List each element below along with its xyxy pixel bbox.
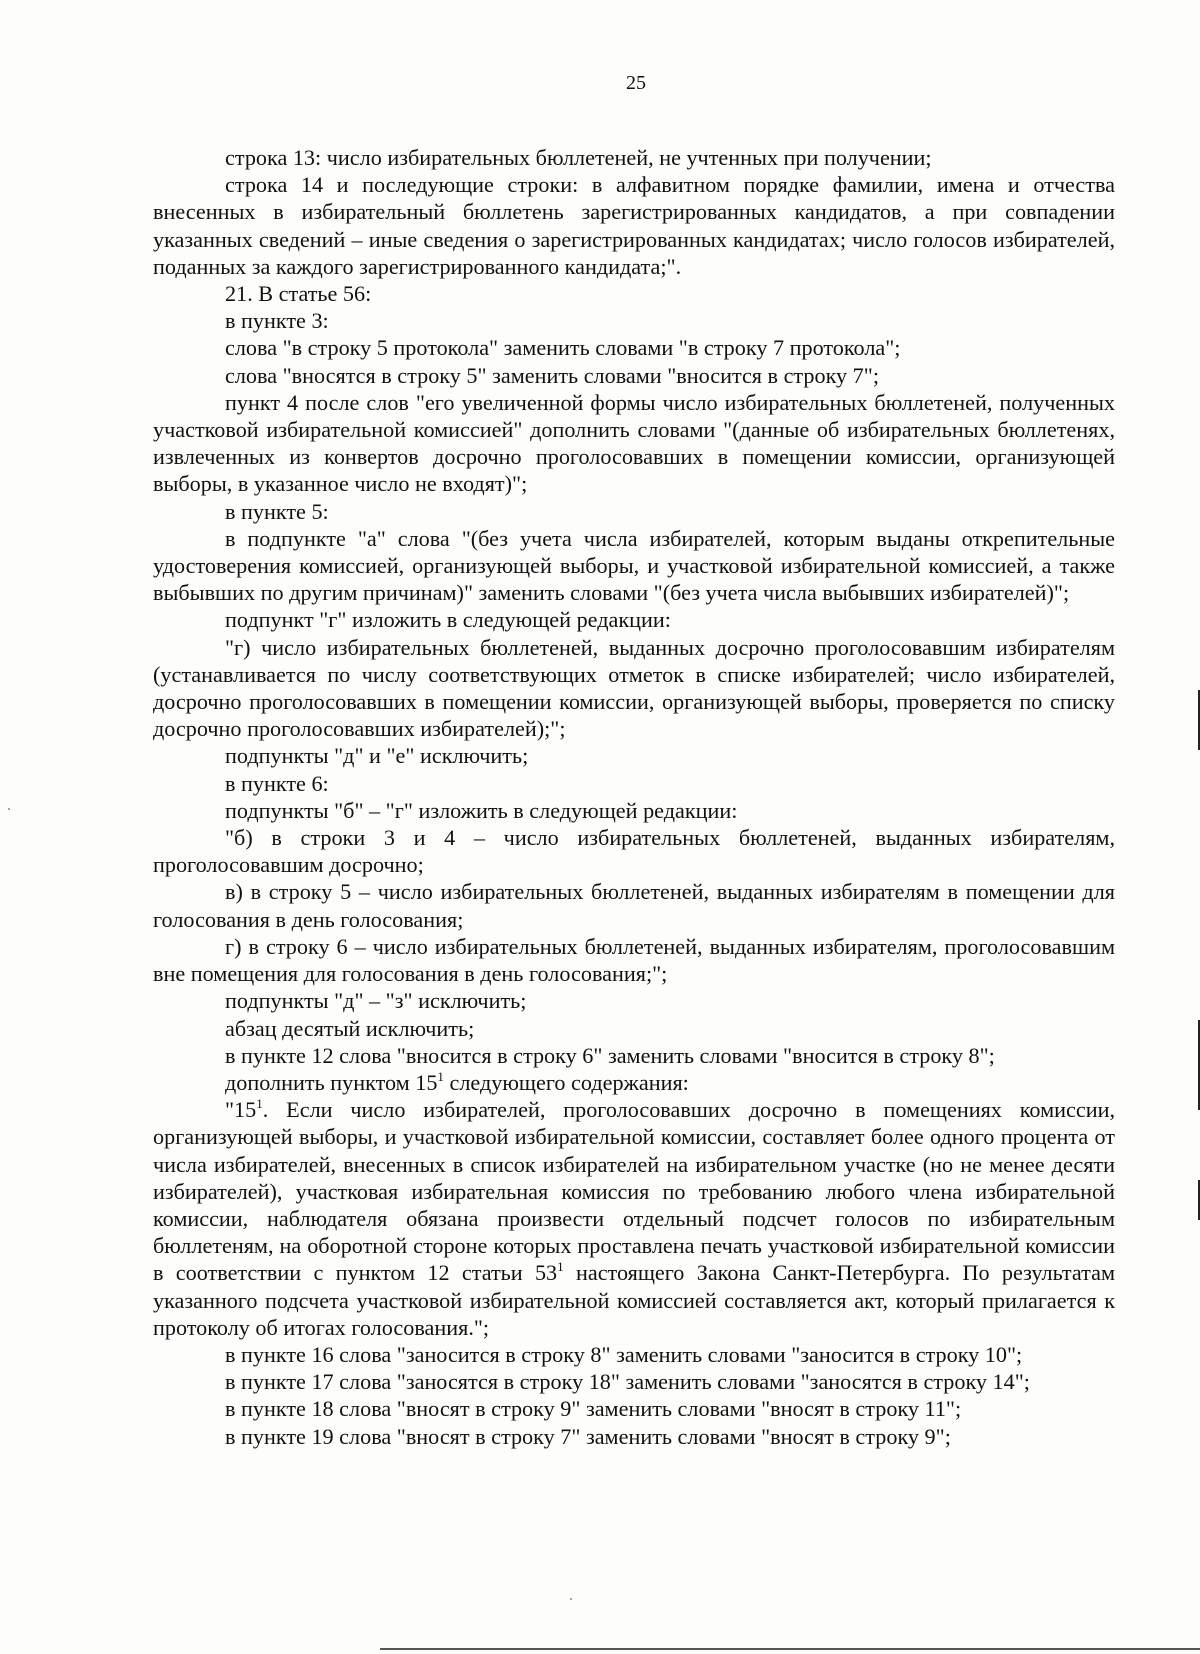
paragraph: абзац десятый исключить; <box>225 1015 475 1041</box>
paragraph-text: настоящего Закона Санкт-Петербурга. По результатам указанного подсчета участковой избирательной комиссией составляется акт, который прилагается к протоколу об итогах голосования."; <box>153 1260 1115 1340</box>
paragraph: "г) число избирательных бюллетеней, выданных досрочно проголосовавшим избирателям (устанавливается по числу соответствующих отметок в списке избирателей; число избирателей, досрочно проголосовавших в помещении комиссии, организующей выборы, проверяется по списку досрочно проголосовавших избирателей);"; <box>153 634 1115 742</box>
paragraph-text: . Если число избирателей, проголосовавших досрочно в помещениях комиссии, организующей выборы, и участковой избирательной комиссии, составляет более одного процента от числа избирателей, внесенных в список избирателей на избирательном участке (но не менее десяти избирателей), участковая избирательная комиссия по требованию любого члена избирательной комиссии, наблюдателя обязана произвести отдельный подсчет голосов по избирательным бюллетеням, на оборотной стороне которых проставлена печать участковой избирательной комиссии в соответствии с пунктом 12 статьи 53 <box>153 1097 1115 1286</box>
paragraph <box>153 1096 1115 1341</box>
paragraph: 21. В статье 56: <box>225 281 372 307</box>
paragraph: подпункт "г" изложить в следующей редакции: <box>225 607 671 633</box>
paragraph: слова "вносятся в строку 5" заменить словами "вносится в строку 7"; <box>225 362 880 388</box>
paragraph: в пункте 3: <box>225 308 329 334</box>
scan-speck <box>8 808 10 810</box>
paragraph-text: "15 <box>225 1097 257 1123</box>
paragraph: подпункты "д" и "е" исключить; <box>225 743 529 769</box>
paragraph: в пункте 17 слова "заносятся в строку 18" заменить словами "заносятся в строку 14"; <box>225 1369 1030 1395</box>
paragraph: г) в строку 6 – число избирательных бюллетеней, выданных избирателям, проголосовавшим вне помещения для голосования в день голосования;"; <box>153 933 1115 987</box>
superscript: 1 <box>437 1068 444 1084</box>
paragraph-text: дополнить пунктом 15 <box>225 1069 438 1095</box>
paragraph: в) в строку 5 – число избирательных бюллетеней, выданных избирателям в помещении для голосования в день голосования; <box>153 879 1115 932</box>
paragraph: подпункты "д" – "з" исключить; <box>225 988 527 1014</box>
paragraph: строка 14 и последующие строки: в алфавитном порядке фамилии, имена и отчества внесенных в избирательный бюллетень зарегистрированных кандидатов, а при совпадении указанных сведений – иные сведения о зарегистрированных кандидатах; число голосов избирателей, поданных за каждого зарегистрированного кандидата;". <box>153 172 1115 279</box>
paragraph: "б) в строки 3 и 4 – число избирательных бюллетеней, выданных избирателям, проголосовавшим досрочно; <box>153 825 1115 878</box>
paragraph-text: следующего содержания: <box>443 1069 689 1095</box>
paragraph: подпункты "б" – "г" изложить в следующей редакции: <box>225 797 738 823</box>
page-number: 25 <box>626 72 646 94</box>
document-body <box>153 144 1115 1450</box>
paragraph: слова "в строку 5 протокола" заменить словами "в строку 7 протокола"; <box>225 335 901 361</box>
superscript: 1 <box>256 1096 263 1112</box>
paragraph <box>153 1069 1115 1096</box>
paragraph: в подпункте "а" слова "(без учета числа избирателей, которым выданы открепительные удостоверения комиссией, организующей выборы, и участковой избирательной комиссией, а также выбывших по другим причинам)" заменить словами "(без учета числа выбывших избирателей)"; <box>153 525 1115 606</box>
scan-bottom-edge <box>380 1648 1200 1650</box>
paragraph: в пункте 5: <box>225 498 329 524</box>
paragraph: строка 13: число избирательных бюллетеней, не учтенных при получении; <box>225 145 932 170</box>
paragraph: в пункте 6: <box>225 770 329 796</box>
paragraph: в пункте 12 слова "вносится в строку 6" заменить словами "вносится в строку 8"; <box>225 1042 995 1068</box>
paragraph: в пункте 16 слова "заносится в строку 8" заменить словами "заносится в строку 10"; <box>225 1341 1023 1367</box>
paragraph: пункт 4 после слов "его увеличенной формы число избирательных бюллетеней, полученных участковой избирательной комиссией" дополнить словами "(данные об избирательных бюллетенях, извлеченных из конвертов досрочно проголосовавших в помещении комиссии, организующей выборы, в указанное число не входят)"; <box>153 389 1115 497</box>
paragraph: в пункте 19 слова "вносят в строку 7" заменить словами "вносят в строку 9"; <box>225 1423 951 1449</box>
paragraph: в пункте 18 слова "вносят в строку 9" заменить словами "вносят в строку 11"; <box>225 1396 962 1422</box>
scan-speck <box>570 1598 572 1600</box>
superscript: 1 <box>557 1259 564 1275</box>
